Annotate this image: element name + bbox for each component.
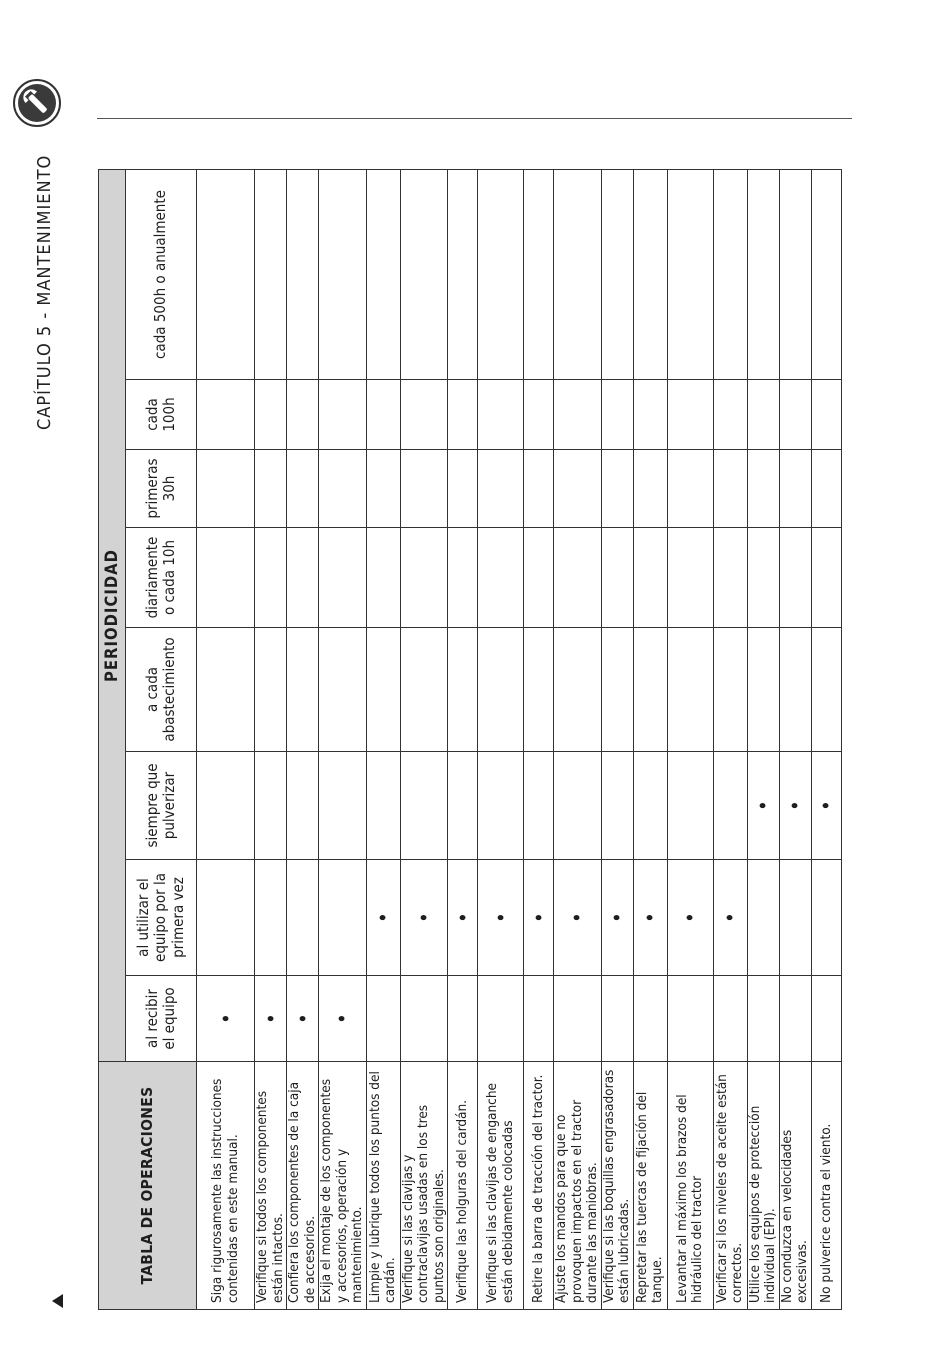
mark-cell bbox=[197, 450, 255, 528]
wrench-icon bbox=[12, 78, 62, 128]
mark-cell bbox=[747, 380, 779, 450]
column-header-every-100h: cada 100h bbox=[126, 380, 197, 450]
mark-cell bbox=[319, 528, 367, 628]
table-row bbox=[713, 170, 747, 1310]
mark-cell bbox=[747, 450, 779, 528]
mark-cell: • bbox=[633, 860, 667, 976]
table-row bbox=[554, 170, 602, 1310]
mark-cell bbox=[779, 860, 811, 976]
column-header-every-spray: siempre que pulverizar bbox=[126, 752, 197, 860]
mark-cell bbox=[197, 628, 255, 752]
mark-cell bbox=[747, 860, 779, 976]
mark-cell bbox=[601, 380, 633, 450]
mark-cell bbox=[811, 628, 841, 752]
mark-cell bbox=[400, 450, 448, 528]
mark-cell bbox=[554, 628, 602, 752]
mark-cell bbox=[255, 860, 287, 976]
operation-cell: Verifique las holguras del cardán. bbox=[448, 1062, 478, 1310]
mark-cell bbox=[366, 752, 400, 860]
mark-cell bbox=[554, 752, 602, 860]
mark-cell bbox=[633, 628, 667, 752]
mark-cell bbox=[779, 450, 811, 528]
mark-cell bbox=[667, 628, 713, 752]
operation-cell: Confiera los componentes de la caja de accesorios. bbox=[287, 1062, 319, 1310]
mark-cell: • bbox=[811, 752, 841, 860]
mark-cell bbox=[633, 450, 667, 528]
column-header-first-30h: primeras 30h bbox=[126, 450, 197, 528]
operation-cell: Siga rigurosamente las instrucciones contenidas en este manual. bbox=[197, 1062, 255, 1310]
mark-cell bbox=[713, 976, 747, 1062]
mark-cell bbox=[524, 450, 554, 528]
mark-cell bbox=[366, 380, 400, 450]
mark-cell bbox=[319, 628, 367, 752]
mark-cell bbox=[478, 752, 524, 860]
operation-cell: No conduzca en velocidades excesivas. bbox=[779, 1062, 811, 1310]
mark-cell bbox=[667, 976, 713, 1062]
operation-cell: Ajuste los mandos para que no provoquen impactos en el tractor durante las maniobras. bbox=[554, 1062, 602, 1310]
operation-cell: Verifique si las boquillas engrasadoras están lubricadas. bbox=[601, 1062, 633, 1310]
operation-cell: No pulverice contra el viento. bbox=[811, 1062, 841, 1310]
mark-cell bbox=[478, 628, 524, 752]
mark-cell bbox=[255, 170, 287, 380]
mark-cell: • bbox=[400, 860, 448, 976]
table-row bbox=[524, 170, 554, 1310]
mark-cell bbox=[779, 528, 811, 628]
mark-cell bbox=[448, 380, 478, 450]
mark-cell: • bbox=[255, 976, 287, 1062]
mark-cell bbox=[601, 170, 633, 380]
mark-cell: • bbox=[366, 860, 400, 976]
mark-cell bbox=[633, 976, 667, 1062]
column-header-on-receipt: al recibir el equipo bbox=[126, 976, 197, 1062]
mark-cell bbox=[713, 752, 747, 860]
mark-cell bbox=[554, 450, 602, 528]
mark-cell bbox=[448, 976, 478, 1062]
table-row bbox=[779, 170, 811, 1310]
mark-cell: • bbox=[478, 860, 524, 976]
mark-cell bbox=[197, 860, 255, 976]
mark-cell bbox=[667, 450, 713, 528]
operation-cell: Utilice los equipos de protección individual (EPI). bbox=[747, 1062, 779, 1310]
mark-cell bbox=[713, 628, 747, 752]
column-header-first-use: al utilizar el equipo por la primera vez bbox=[126, 860, 197, 976]
mark-cell bbox=[255, 450, 287, 528]
mark-cell bbox=[255, 752, 287, 860]
mark-cell bbox=[448, 450, 478, 528]
mark-cell bbox=[713, 528, 747, 628]
mark-cell bbox=[747, 528, 779, 628]
mark-cell bbox=[601, 628, 633, 752]
mark-cell: • bbox=[713, 860, 747, 976]
table-row bbox=[811, 170, 841, 1310]
operation-cell: Verifique si todos los componentes están intactos. bbox=[255, 1062, 287, 1310]
mark-cell: • bbox=[448, 860, 478, 976]
mark-cell: • bbox=[197, 976, 255, 1062]
mark-cell bbox=[287, 752, 319, 860]
mark-cell bbox=[400, 976, 448, 1062]
mark-cell bbox=[319, 860, 367, 976]
mark-cell bbox=[811, 528, 841, 628]
mark-cell bbox=[448, 170, 478, 380]
operation-cell: Verifique si las clavijas de enganche están debidamente colocadas bbox=[478, 1062, 524, 1310]
mark-cell bbox=[287, 380, 319, 450]
operations-table-body bbox=[197, 170, 842, 1310]
table-row bbox=[633, 170, 667, 1310]
table-row bbox=[366, 170, 400, 1310]
mark-cell bbox=[255, 380, 287, 450]
mark-cell bbox=[554, 380, 602, 450]
mark-cell bbox=[478, 380, 524, 450]
mark-cell bbox=[811, 170, 841, 380]
column-header-every-500h: cada 500h o anualmente bbox=[126, 170, 197, 380]
mark-cell: • bbox=[601, 860, 633, 976]
mark-cell: • bbox=[524, 860, 554, 976]
mark-cell: • bbox=[779, 752, 811, 860]
mark-cell bbox=[366, 450, 400, 528]
table-title: TABLA DE OPERACIONES bbox=[99, 1062, 197, 1310]
mark-cell bbox=[255, 528, 287, 628]
mark-cell bbox=[400, 170, 448, 380]
chapter-title: CAPÍTULO 5 - MANTENIMIENTO bbox=[34, 154, 55, 430]
mark-cell bbox=[667, 380, 713, 450]
mark-cell bbox=[633, 752, 667, 860]
mark-cell bbox=[747, 976, 779, 1062]
mark-cell bbox=[524, 380, 554, 450]
column-header-daily-10h: diariamente o cada 10h bbox=[126, 528, 197, 628]
mark-cell bbox=[448, 752, 478, 860]
mark-cell bbox=[478, 976, 524, 1062]
mark-cell: • bbox=[287, 976, 319, 1062]
mark-cell bbox=[524, 976, 554, 1062]
mark-cell bbox=[747, 628, 779, 752]
mark-cell bbox=[779, 628, 811, 752]
operations-table bbox=[98, 169, 842, 1310]
table-row bbox=[197, 170, 255, 1310]
operation-cell: Verificar si los niveles de aceite están correctos. bbox=[713, 1062, 747, 1310]
table-row bbox=[287, 170, 319, 1310]
mark-cell bbox=[366, 628, 400, 752]
mark-cell bbox=[478, 528, 524, 628]
mark-cell bbox=[811, 380, 841, 450]
mark-cell bbox=[601, 528, 633, 628]
mark-cell bbox=[524, 528, 554, 628]
mark-cell bbox=[366, 528, 400, 628]
mark-cell bbox=[319, 380, 367, 450]
operation-cell: Levantar al máximo los brazos del hidráulico del tractor bbox=[667, 1062, 713, 1310]
table-row bbox=[319, 170, 367, 1310]
mark-cell bbox=[667, 170, 713, 380]
mark-cell bbox=[747, 170, 779, 380]
mark-cell bbox=[713, 170, 747, 380]
mark-cell bbox=[287, 170, 319, 380]
mark-cell bbox=[197, 752, 255, 860]
mark-cell bbox=[319, 170, 367, 380]
mark-cell bbox=[779, 380, 811, 450]
column-header-each-refill: a cada abastecimiento bbox=[126, 628, 197, 752]
mark-cell bbox=[554, 528, 602, 628]
mark-cell bbox=[255, 628, 287, 752]
mark-cell bbox=[400, 628, 448, 752]
mark-cell bbox=[400, 752, 448, 860]
mark-cell bbox=[319, 450, 367, 528]
mark-cell bbox=[478, 450, 524, 528]
mark-cell bbox=[667, 752, 713, 860]
mark-cell bbox=[287, 628, 319, 752]
mark-cell bbox=[633, 528, 667, 628]
table-row bbox=[667, 170, 713, 1310]
mark-cell bbox=[779, 170, 811, 380]
mark-cell bbox=[811, 450, 841, 528]
mark-cell bbox=[197, 380, 255, 450]
mark-cell bbox=[713, 380, 747, 450]
mark-cell bbox=[287, 450, 319, 528]
mark-cell bbox=[319, 752, 367, 860]
operation-cell: Repretar las tuercas de fijación del tanque. bbox=[633, 1062, 667, 1310]
mark-cell bbox=[448, 628, 478, 752]
periodicity-header: PERIODICIDAD bbox=[99, 170, 126, 1062]
mark-cell bbox=[197, 170, 255, 380]
mark-cell bbox=[633, 380, 667, 450]
mark-cell bbox=[601, 450, 633, 528]
mark-cell: • bbox=[554, 860, 602, 976]
mark-cell bbox=[601, 976, 633, 1062]
mark-cell bbox=[400, 380, 448, 450]
mark-cell bbox=[554, 170, 602, 380]
mark-cell bbox=[287, 860, 319, 976]
mark-cell bbox=[366, 170, 400, 380]
operation-cell: Retire la barra de tracción del tractor. bbox=[524, 1062, 554, 1310]
header-rule bbox=[97, 118, 852, 119]
mark-cell bbox=[448, 528, 478, 628]
mark-cell: • bbox=[667, 860, 713, 976]
mark-cell: • bbox=[747, 752, 779, 860]
mark-cell bbox=[713, 450, 747, 528]
mark-cell bbox=[667, 528, 713, 628]
table-row bbox=[747, 170, 779, 1310]
mark-cell bbox=[366, 976, 400, 1062]
mark-cell bbox=[601, 752, 633, 860]
table-row bbox=[478, 170, 524, 1310]
mark-cell bbox=[779, 976, 811, 1062]
table-row bbox=[448, 170, 478, 1310]
table-row bbox=[255, 170, 287, 1310]
mark-cell bbox=[524, 752, 554, 860]
page-marker-icon bbox=[52, 1294, 63, 1308]
mark-cell bbox=[287, 528, 319, 628]
table-row bbox=[601, 170, 633, 1310]
operation-cell: Exija el montaje de los componentes y accesorios, operación y mantenimiento. bbox=[319, 1062, 367, 1310]
operation-cell: Verifique si las clavijas y contraclavijas usadas en los tres puntos son originales. bbox=[400, 1062, 448, 1310]
mark-cell bbox=[478, 170, 524, 380]
mark-cell bbox=[633, 170, 667, 380]
mark-cell: • bbox=[319, 976, 367, 1062]
mark-cell bbox=[811, 860, 841, 976]
mark-cell bbox=[400, 528, 448, 628]
operation-cell: Limpie y lubrique todos los puntos del cardán. bbox=[366, 1062, 400, 1310]
mark-cell bbox=[524, 628, 554, 752]
mark-cell bbox=[554, 976, 602, 1062]
mark-cell bbox=[197, 528, 255, 628]
mark-cell bbox=[811, 976, 841, 1062]
table-row bbox=[400, 170, 448, 1310]
mark-cell bbox=[524, 170, 554, 380]
operations-table-wrapper bbox=[98, 170, 839, 1310]
